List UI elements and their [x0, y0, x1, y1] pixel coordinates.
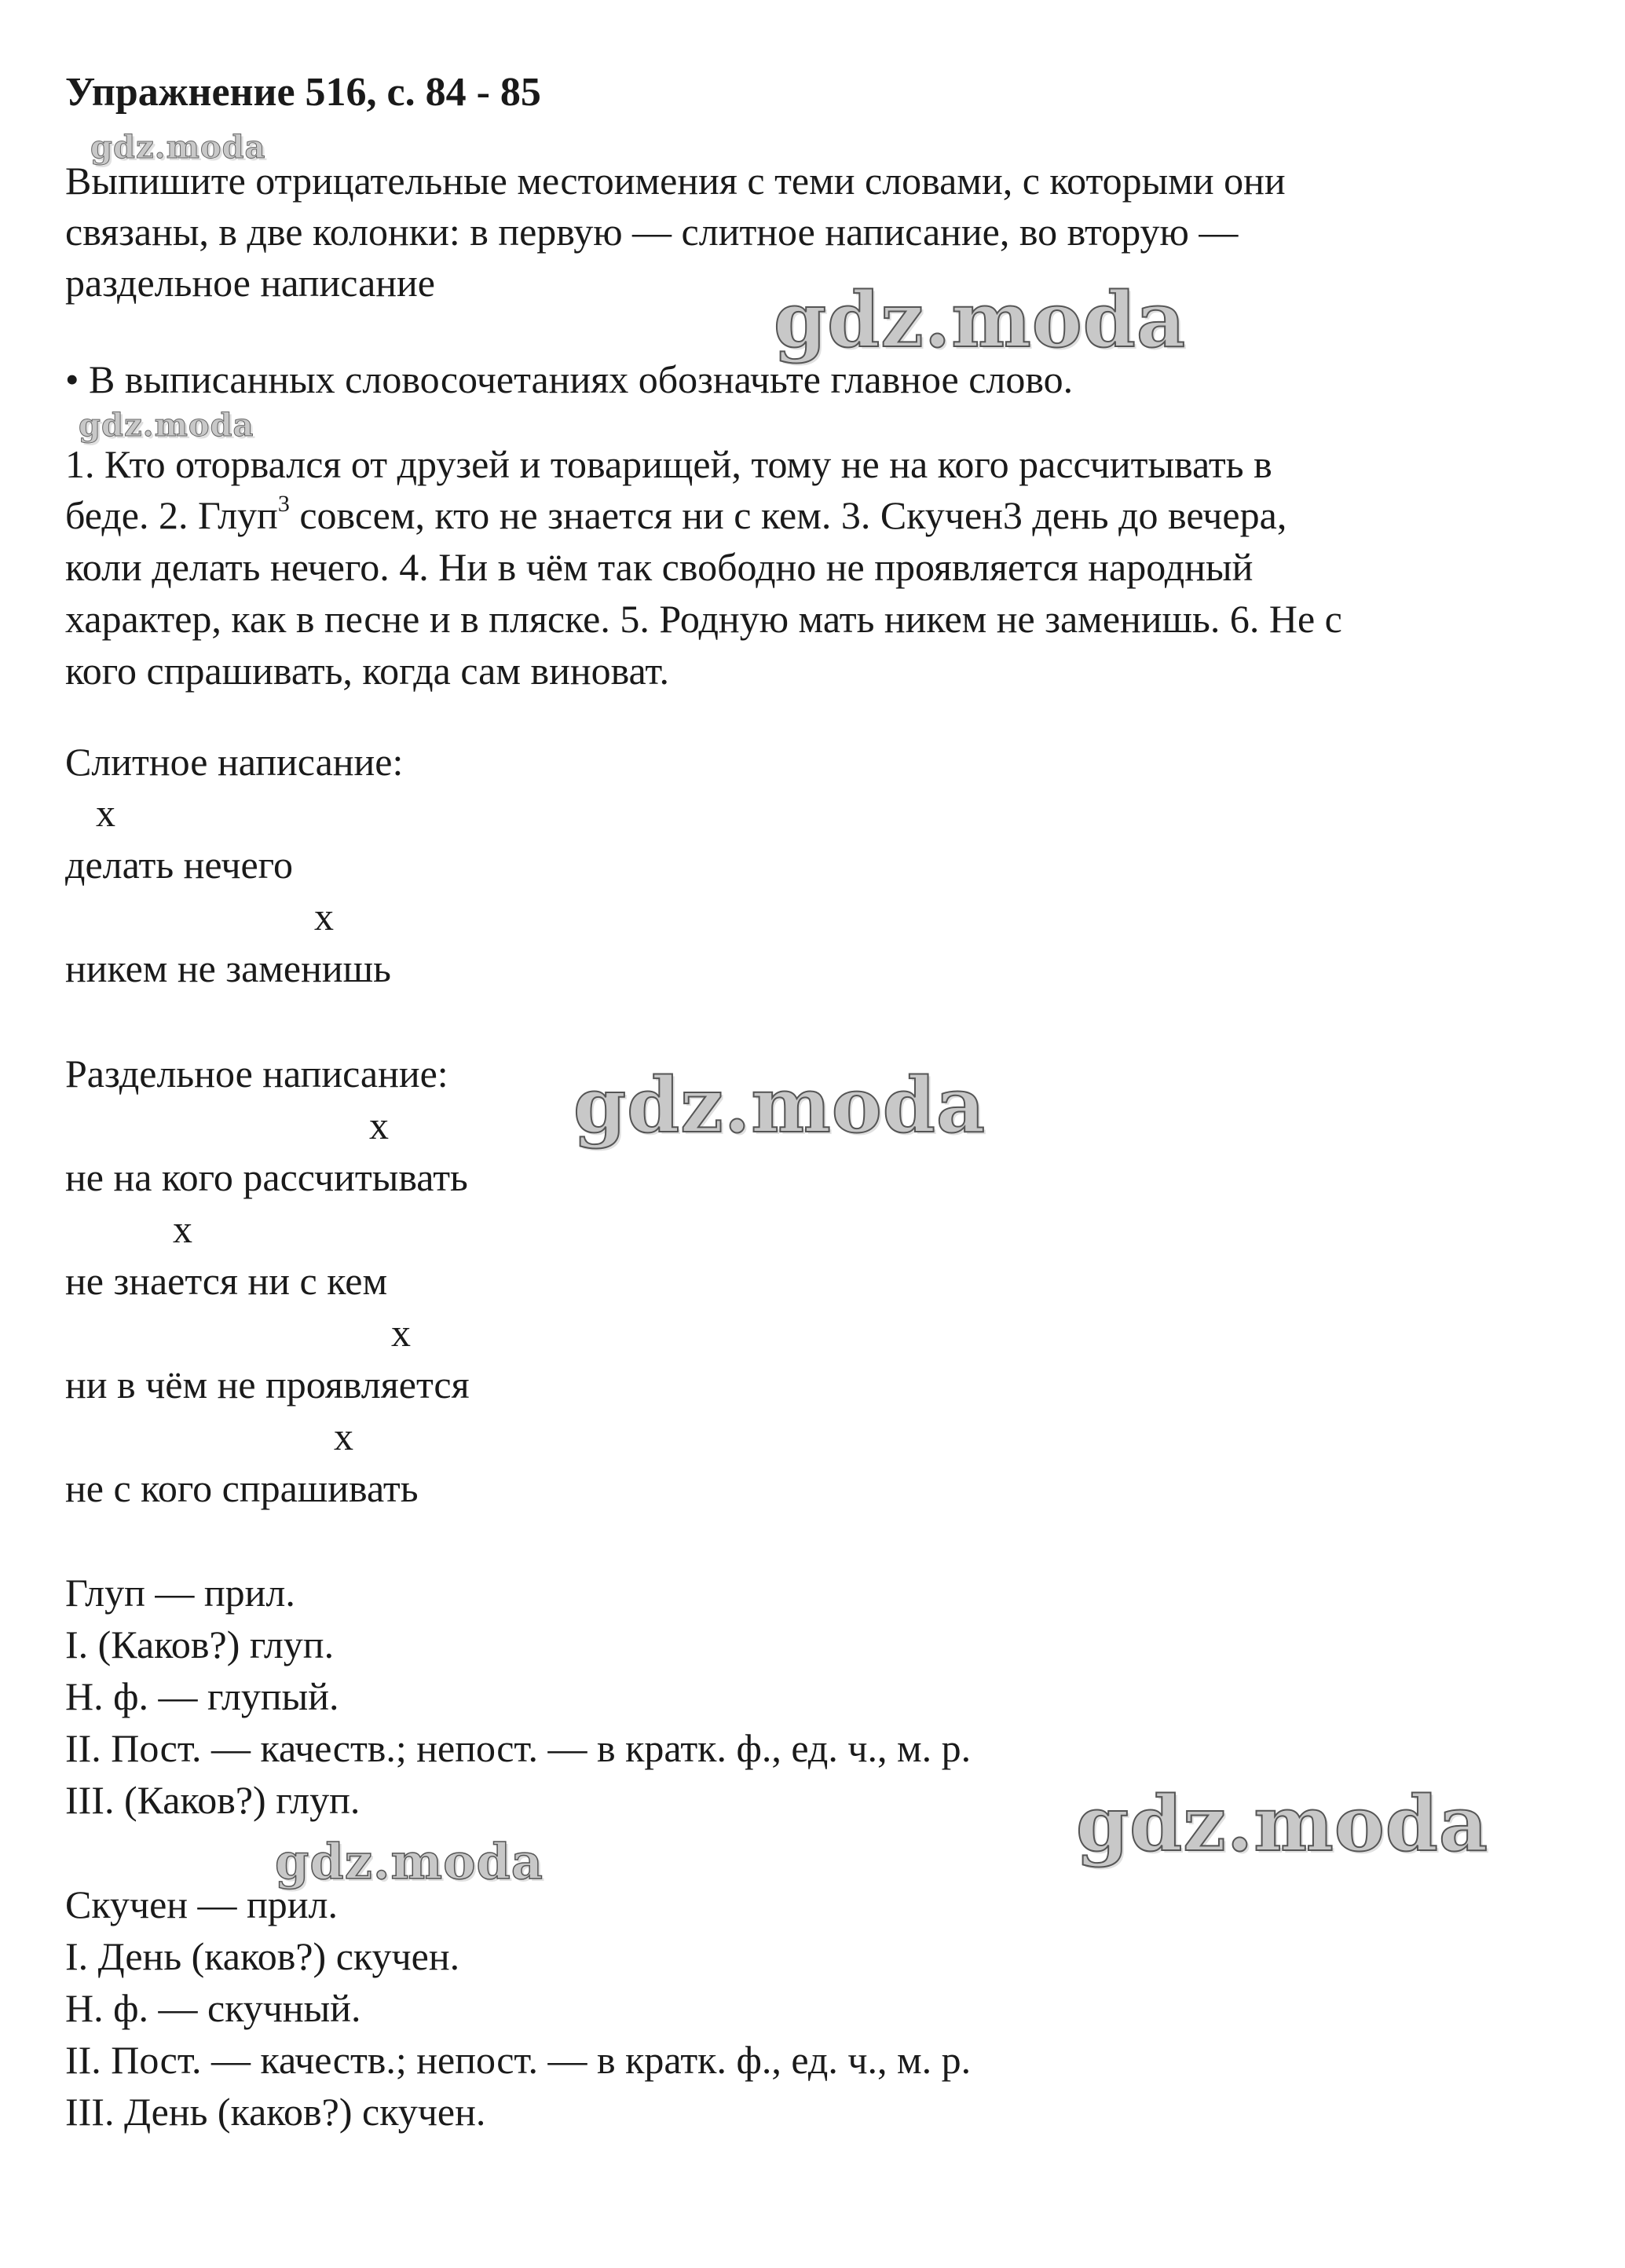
- watermark: gdz.moda: [774, 276, 1187, 364]
- separate-heading: Раздельное написание:: [65, 1052, 448, 1096]
- text-line: кого спрашивать, когда сам виноват.: [65, 649, 670, 693]
- task-line: раздельное написание: [65, 261, 435, 305]
- text-line: беде. 2. Глуп$^3$ совсем, кто не знается ни с кем. 3. Скучен3 день до вечера,: [65, 491, 1287, 537]
- task-line: связаны, в две колонки: в первую — слитное написание, во вторую —: [65, 210, 1239, 254]
- task-line: Выпишите отрицательные местоимения с теми словами, с которыми они: [65, 159, 1286, 203]
- analysis-line: II. Пост. — качеств.; непост. — в кратк. ф., ед. ч., м. р.: [65, 1726, 972, 1770]
- analysis-line: II. Пост. — качеств.; непост. — в кратк. ф., ед. ч., м. р.: [65, 2038, 972, 2082]
- analysis-line: Н. ф. — глупый.: [65, 1674, 339, 1718]
- watermark: gdz.moda: [275, 1833, 543, 1890]
- analysis-line: III. (Каков?) глуп.: [65, 1778, 361, 1822]
- solid-item: делать нечего: [65, 843, 293, 887]
- separate-item: не знается ни с кем: [65, 1259, 388, 1303]
- watermark: gdz.moda: [1076, 1780, 1489, 1868]
- text-line: характер, как в песне и в пляске. 5. Родную мать никем не заменишь. 6. Не с: [65, 597, 1342, 641]
- text-line: коли делать нечего. 4. Ни в чём так свободно не проявляется народный: [65, 545, 1254, 589]
- watermark: gdz.moda: [573, 1061, 986, 1150]
- analysis-line: I. (Каков?) глуп.: [65, 1622, 335, 1666]
- exercise-title: Упражнение 516, с. 84 - 85: [65, 70, 541, 115]
- main-word-mark: x: [314, 894, 334, 938]
- watermark: gdz.moda: [79, 407, 254, 444]
- main-word-mark: x: [173, 1207, 192, 1251]
- separate-item: не с кого спрашивать: [65, 1466, 419, 1510]
- main-word-mark: x: [334, 1414, 353, 1458]
- solid-heading: Слитное написание:: [65, 740, 404, 784]
- separate-item: не на кого рассчитывать: [65, 1155, 468, 1199]
- analysis-line: III. День (каков?) скучен.: [65, 2090, 486, 2134]
- main-word-mark: x: [391, 1311, 411, 1355]
- solid-item: никем не заменишь: [65, 946, 391, 990]
- separate-item: ни в чём не проявляется: [65, 1363, 470, 1407]
- analysis-line: I. День (каков?) скучен.: [65, 1934, 460, 1978]
- task-bullet: • В выписанных словосочетаниях обозначьте главное слово.: [65, 357, 1074, 401]
- analysis-line: Скучен — прил.: [65, 1882, 338, 1926]
- analysis-line: Глуп — прил.: [65, 1571, 295, 1615]
- main-word-mark: x: [96, 791, 115, 835]
- superscript-mark: 3: [277, 491, 290, 517]
- analysis-line: Н. ф. — скучный.: [65, 1986, 361, 2030]
- watermark: gdz.moda: [90, 129, 266, 166]
- text-line: 1. Кто оторвался от друзей и товарищей, тому не на кого рассчитывать в: [65, 442, 1272, 486]
- main-word-mark: x: [369, 1103, 389, 1147]
